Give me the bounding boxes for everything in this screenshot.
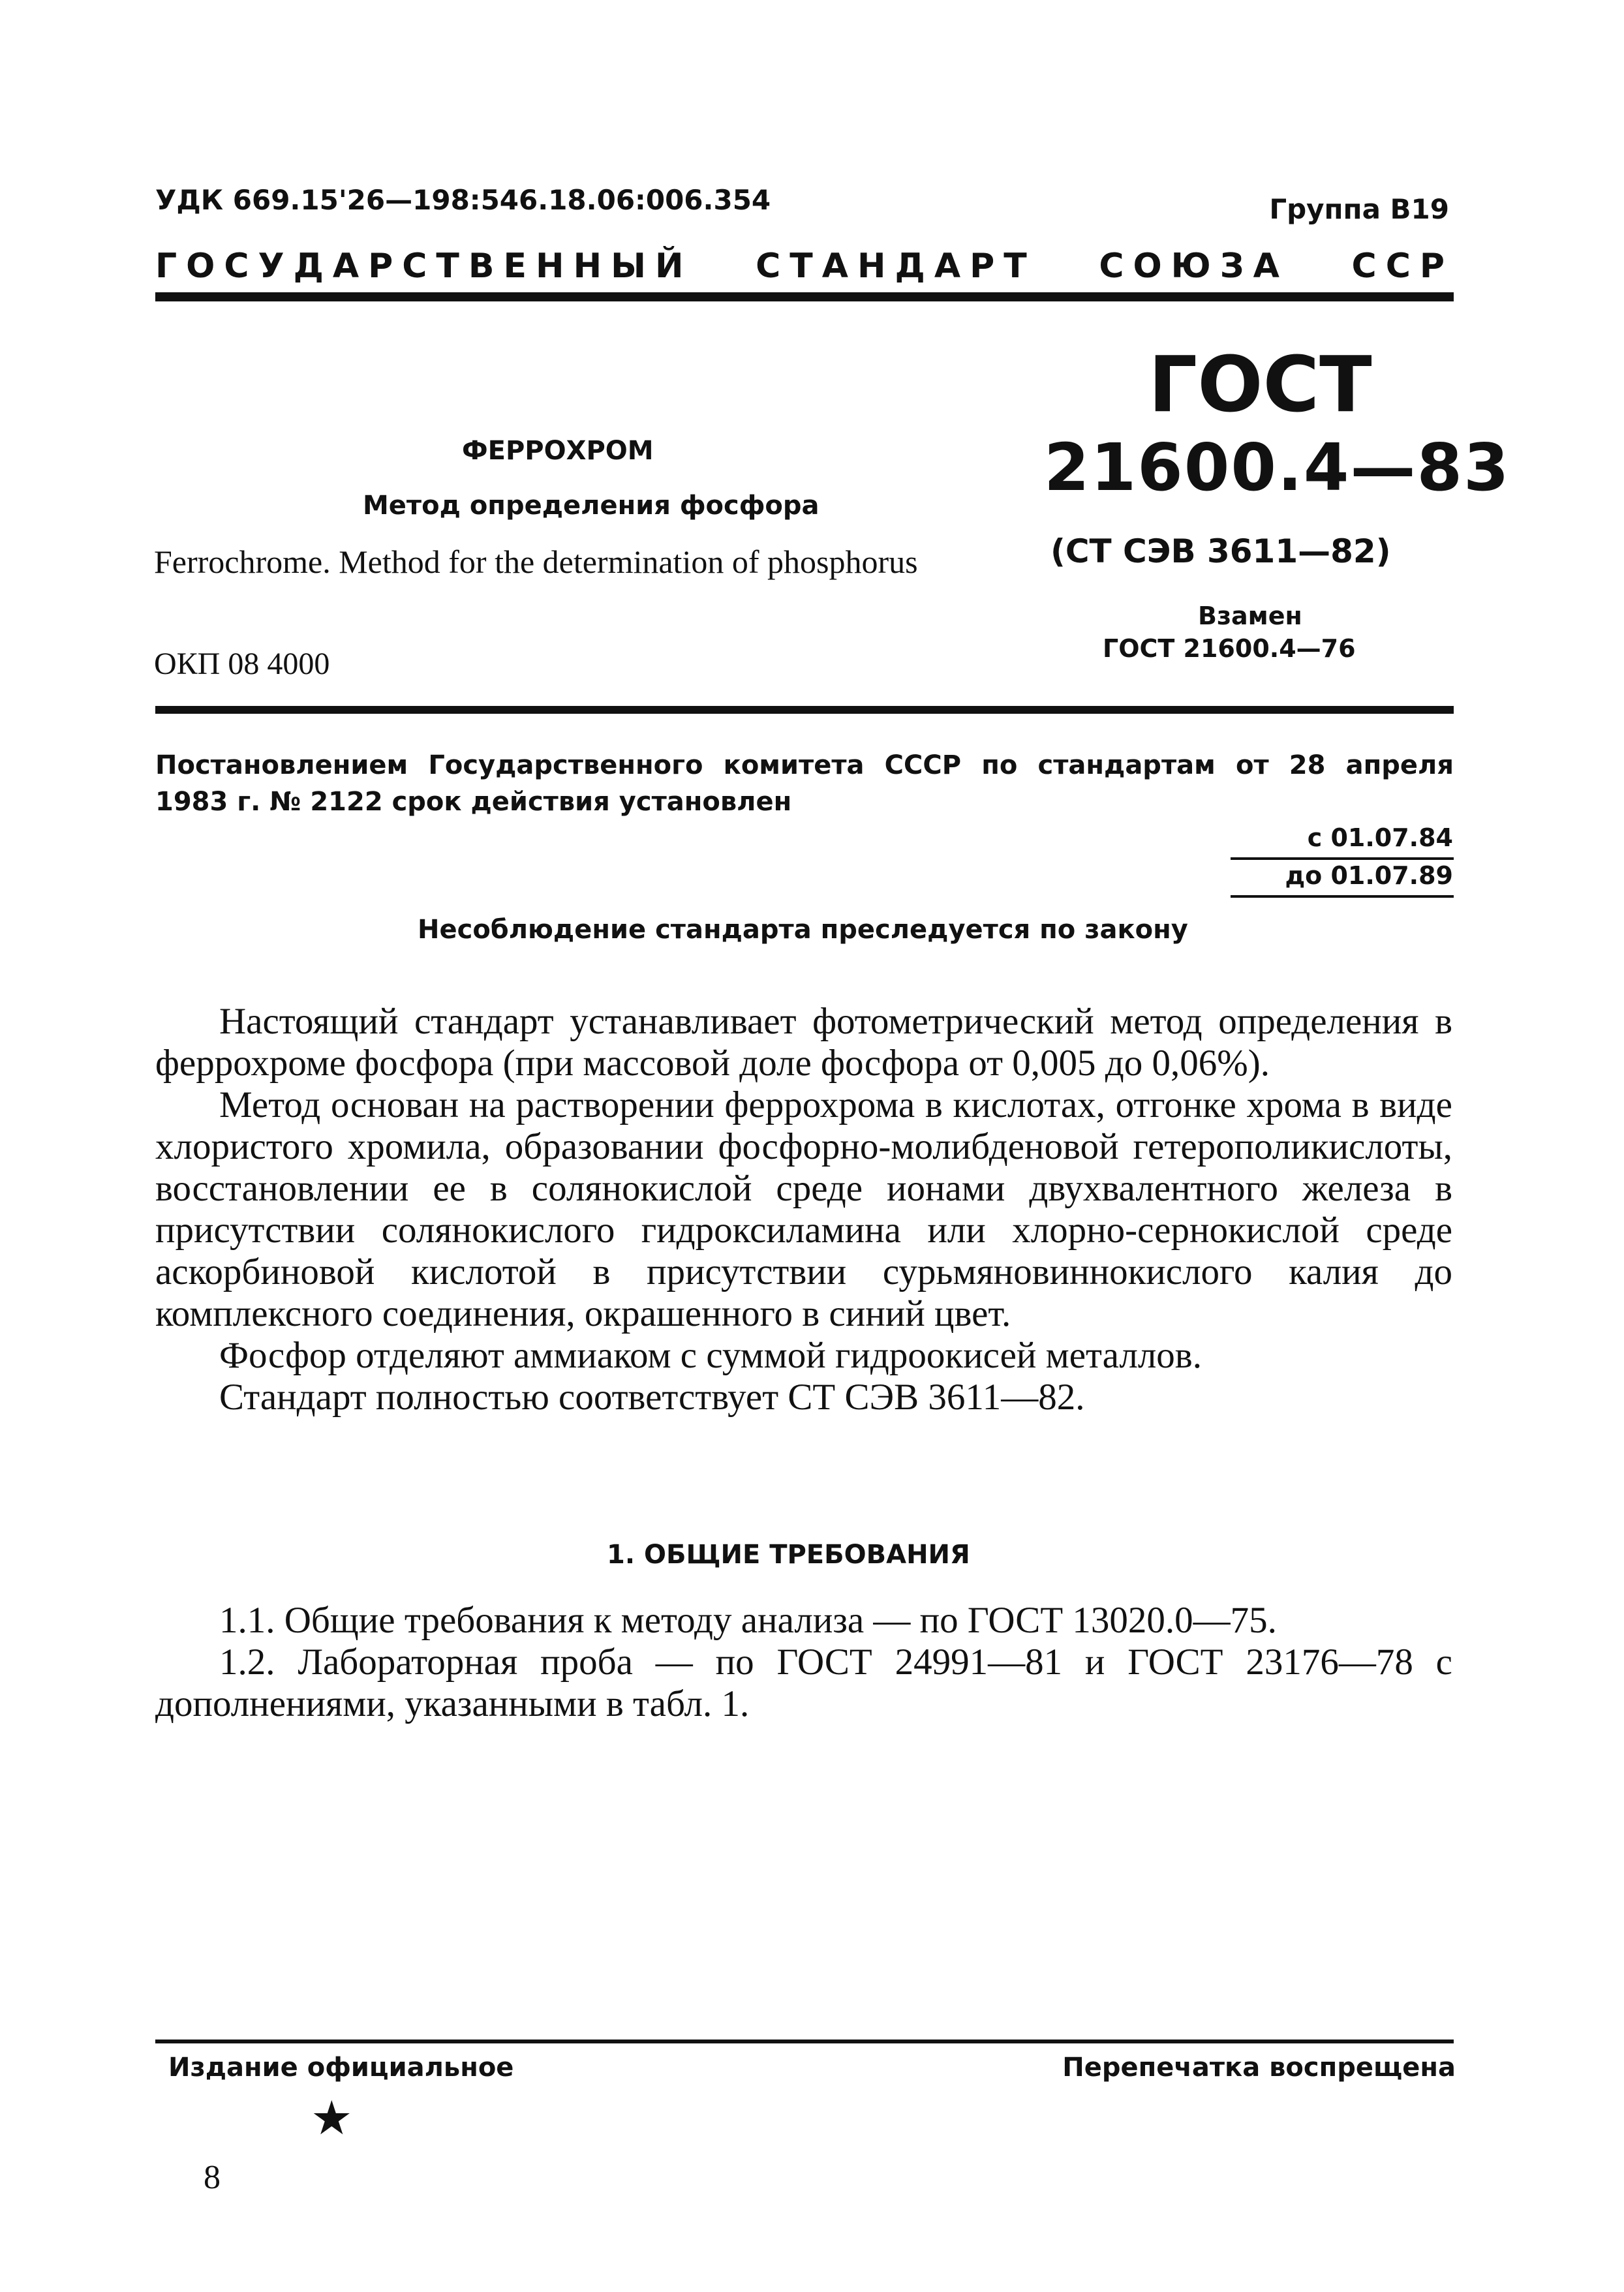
footer-rule <box>155 2040 1454 2043</box>
reprint-prohibited: Перепечатка воспрещена <box>1062 2053 1456 2083</box>
standard-type: ГОСУДАРСТВЕННЫЙ СТАНДАРТ СОЮЗА ССР <box>155 247 1454 286</box>
english-title: Ferrochrome. Method for the determination of phosphorus <box>154 543 918 580</box>
title-rule <box>155 706 1454 714</box>
method-title: Метод определения фосфора <box>363 491 820 521</box>
valid-to: до 01.07.89 <box>1285 861 1453 890</box>
clause-1-2: 1.2. Лабораторная проба — по ГОСТ 24991—81 и ГОСТ 23176—78 с дополнениями, указанными в табл. 1. <box>155 1642 1452 1724</box>
date-rule-2 <box>1231 895 1454 898</box>
valid-from: с 01.07.84 <box>1307 823 1453 852</box>
star-icon: ★ <box>311 2092 353 2145</box>
gost-number: 21600.4—83 <box>1044 429 1510 506</box>
section-1-body <box>155 1600 1452 1725</box>
page-number: 8 <box>204 2159 221 2196</box>
udk-code: УДК 669.15'26—198:546.18.06:006.354 <box>155 184 771 216</box>
decree-line-1: Постановлением Государственного комитета СССР по стандартам от 28 апреля <box>155 750 1454 780</box>
official-edition: Издание официальное <box>168 2053 514 2083</box>
replaces-standard: ГОСТ 21600.4—76 <box>1103 634 1356 663</box>
gost-label: ГОСТ <box>1148 339 1372 429</box>
header-rule <box>155 292 1454 301</box>
paragraph-method: Метод основан на растворении феррохрома в кислотах, отгонке хрома в виде хлористого хромила, образовании фосфорно-молибденовой гетерополикислоты, восстановлении ее в солянокислой среде ионами двухвалентного железа в присутствии солянокислого гидроксиламина или хлорно-сернокислой среде аскорбиновой кислотой в присутствии сурьмяновиннокислого калия до комплексного соединения, окрашенного в синий цвет. <box>155 1084 1452 1334</box>
paragraph-scope: Настоящий стандарт устанавливает фотометрический метод определения в феррохроме фосфора (при массовой доле фосфора от 0,005 до 0,06%). <box>155 1001 1452 1084</box>
section-title: 1. ОБЩИЕ ТРЕБОВАНИЯ <box>607 1540 970 1570</box>
paragraph-phosphorus: Фосфор отделяют аммиаком с суммой гидроокисей металлов. <box>219 1335 1202 1376</box>
replaces-label: Взамен <box>1198 602 1302 630</box>
legal-warning: Несоблюдение стандарта преследуется по закону <box>418 915 1188 945</box>
decree-line-2: 1983 г. № 2122 срок действия установлен <box>155 787 792 817</box>
date-rule-1 <box>1231 857 1454 860</box>
group-code: Группа В19 <box>1269 193 1449 225</box>
product-name: ФЕРРОХРОМ <box>462 436 654 466</box>
sev-reference: (СТ СЭВ 3611—82) <box>1050 532 1391 570</box>
paragraph-compliance: Стандарт полностью соответствует СТ СЭВ 3611—82. <box>219 1377 1085 1418</box>
clause-1-1: 1.1. Общие требования к методу анализа — по ГОСТ 13020.0—75. <box>219 1600 1277 1641</box>
okp-code: ОКП 08 4000 <box>154 647 330 681</box>
body-text <box>155 1001 1452 1418</box>
